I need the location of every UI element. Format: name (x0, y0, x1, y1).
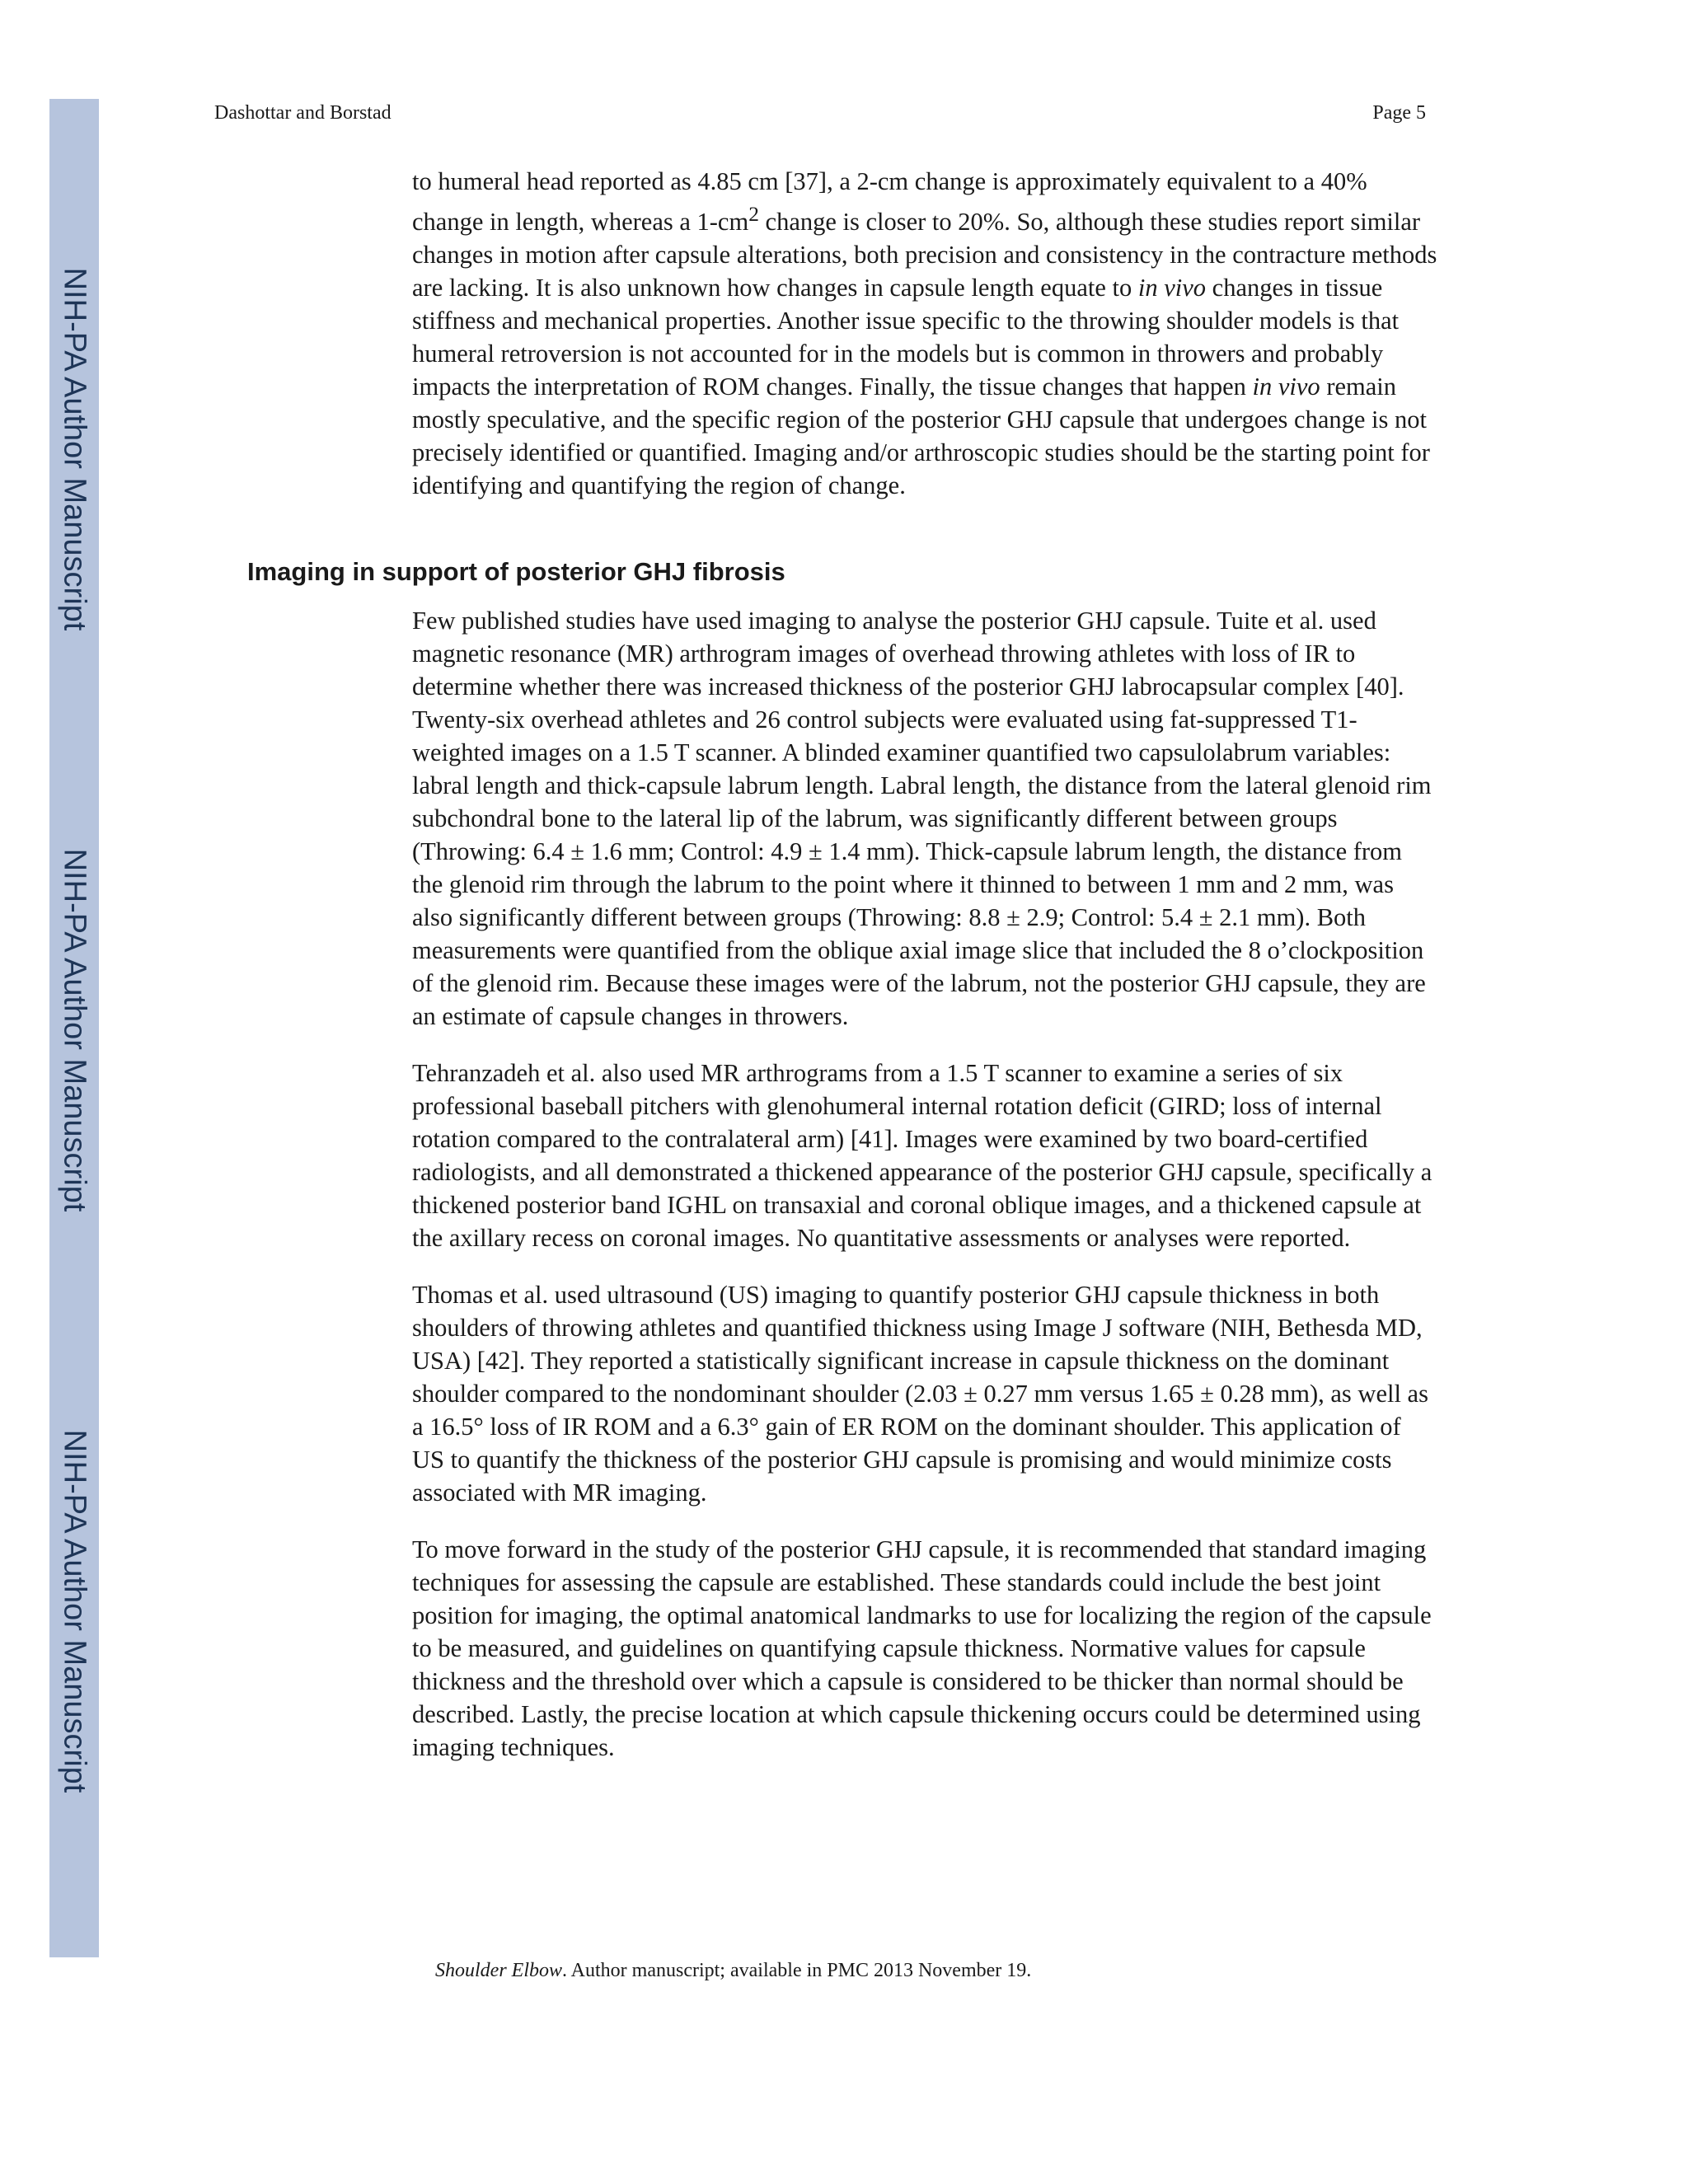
continued-paragraph (412, 165, 1438, 526)
paragraph-recommendations: To move forward in the study of the posterior GHJ capsule, it is recommended that standard imaging techniques for assessing the capsule are established. These standards could include the best joint position for imaging, the optimal anatomical landmarks to use for localizing the region of the capsule to be measured, and guidelines on quantifying capsule thickness. Normative values for capsule thickness and the threshold over which a capsule is considered to be thicker than normal should be described. Lastly, the precise location at which capsule thickening occurs could be determined using imaging techniques. (412, 1535, 1432, 1761)
running-header-authors: Dashottar and Borstad (214, 102, 392, 124)
page-number: Page 5 (1372, 102, 1426, 124)
paragraph-thomas: Thomas et al. used ultrasound (US) imaging to quantify posterior GHJ capsule thickness in both shoulders of throwing athletes and quantified thickness using Image J software (NIH, Bethesda MD, USA) [42]. They reported a statistically significant increase in capsule thickness on the dominant shoulder compared to the nondominant shoulder (2.03 ± 0.27 mm versus 1.65 ± 0.28 mm), as well as a 16.5° loss of IR ROM and a 6.3° gain of ER ROM on the dominant shoulder. This application of US to quantify the thickness of the posterior GHJ capsule is promising and would minimize costs associated with MR imaging. (412, 1281, 1428, 1507)
nih-pa-sidebar: NIH-PA Author Manuscript NIH-PA Author Manuscript NIH-PA Author Manuscript (49, 99, 99, 1957)
paragraph-tuite: Few published studies have used imaging to analyse the posterior GHJ capsule. Tuite et al. used magnetic resonance (MR) arthrogram images of overhead throwing athletes with loss of IR to determine whether there was increased thickness of the posterior GHJ labrocapsular complex [40]. Twenty-six overhead athletes and 26 control subjects were evaluated using fat-suppressed T1-weighted images on a 1.5 T scanner. A blinded examiner quantified two capsulolabrum variables: labral length and thick-capsule labrum length. Labral length, the distance from the lateral glenoid rim subchondral bone to the lateral lip of the labrum, was significantly different between groups (Throwing: 6.4 ± 1.6 mm; Control: 4.9 ± 1.4 mm). Thick-capsule labrum length, the distance from the glenoid rim through the labrum to the point where it thinned to between 1 mm and 2 mm, was also significantly different between groups (Throwing: 8.8 ± 2.9; Control: 5.4 ± 2.1 mm). Both measurements were quantified from the oblique axial image slice that included the 8 o’clockposition of the glenoid rim. Because these images were of the labrum, not the posterior GHJ capsule, they are an estimate of capsule changes in throwers. (412, 607, 1432, 1030)
section-heading: Imaging in support of posterior GHJ fibrosis (247, 557, 785, 586)
paragraph-tehranzadeh: Tehranzadeh et al. also used MR arthrograms from a 1.5 T scanner to examine a series of six professional baseball pitchers with glenohumeral internal rotation deficit (GIRD; loss of internal rotation compared to the contralateral arm) [41]. Images were examined by two board-certified radiologists, and all demonstrated a thickened appearance of the posterior GHJ capsule, specifically a thickened posterior band IGHL on transaxial and coronal oblique images, and a thickened capsule at the axillary recess on coronal images. No quantitative assessments or analyses were reported. (412, 1059, 1432, 1252)
section-body (412, 604, 1438, 1788)
page-footer: Shoulder Elbow. Author manuscript; available in PMC 2013 November 19. (435, 1960, 1032, 1981)
paragraph: to humeral head reported as 4.85 cm [37], a 2-cm change is approximately equivalent to a 40% change in length, whereas a $1-cm^2$ change is closer to 20%. So, although these studies report similar changes in motion after capsule alterations, both precision and consistency in the contracture methods are lacking. It is also unknown how changes in capsule length equate to in vivo changes in tissue stiffness and mechanical properties. Another issue specific to the throwing shoulder models is that humeral retroversion is not accounted for in the models but is common in throwers and probably impacts the interpretation of ROM changes. Finally, the tissue changes that happen in vivo remain mostly speculative, and the specific region of the posterior GHJ capsule that undergoes change is not precisely identified or quantified. Imaging and/or arthroscopic studies should be the starting point for identifying and quantifying the region of change. (412, 167, 1437, 500)
